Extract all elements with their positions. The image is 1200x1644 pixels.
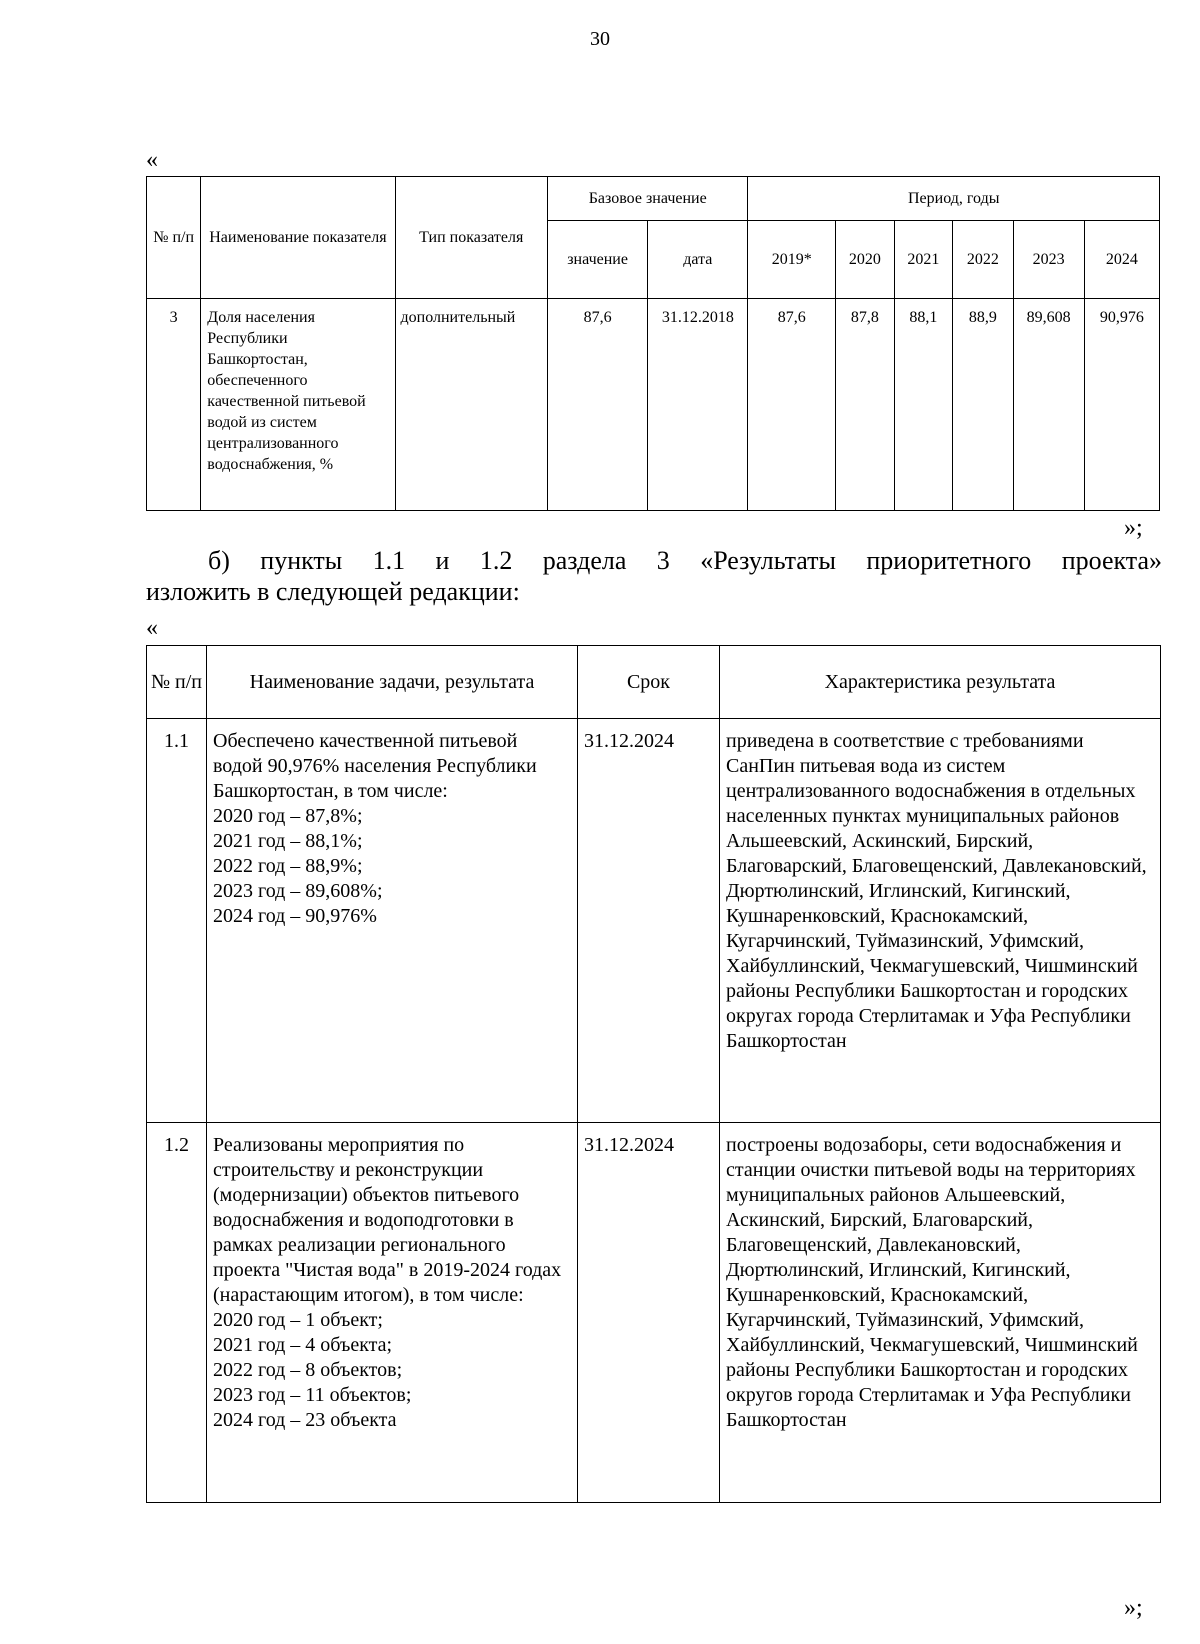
table-row bbox=[147, 719, 1161, 1123]
row-year-2019: 87,6 bbox=[748, 299, 836, 511]
row-num: 1.2 bbox=[147, 1123, 207, 1503]
row-task-name bbox=[207, 1123, 578, 1503]
row-term: 31.12.2024 bbox=[578, 1123, 720, 1503]
header-result: Характеристика результата bbox=[720, 646, 1161, 719]
table-row bbox=[147, 1123, 1161, 1503]
header-year-2020: 2020 bbox=[836, 221, 894, 299]
row-date: 31.12.2018 bbox=[648, 299, 748, 511]
row-year-2020: 87,8 bbox=[836, 299, 894, 511]
quote-close-1: »; bbox=[1124, 515, 1143, 541]
task-item: 2020 год – 1 объект; bbox=[213, 1309, 383, 1331]
row-num: 1.1 bbox=[147, 719, 207, 1123]
header-year-2022: 2022 bbox=[953, 221, 1014, 299]
header-name: Наименование показателя bbox=[201, 177, 395, 299]
header-type: Тип показателя bbox=[395, 177, 547, 299]
page-number: 30 bbox=[590, 28, 610, 50]
quote-close-2: »; bbox=[1124, 1595, 1143, 1621]
row-year-2021: 88,1 bbox=[894, 299, 952, 511]
row-year-2022: 88,9 bbox=[953, 299, 1014, 511]
header-year-2023: 2023 bbox=[1013, 221, 1084, 299]
quote-open-1: « bbox=[146, 147, 158, 173]
task-item: 2020 год – 87,8%; bbox=[213, 805, 363, 827]
task-item: 2024 год – 90,976% bbox=[213, 905, 377, 927]
row-result: построены водозаборы, сети водоснабжения и станции очистки питьевой воды на территориях муниципальных районов Альшеевский, Аскинский, Бирский, Благоварский, Благовещенский, Давлекановский, Дюртюлинский, Иглинский, Кигинский, Кушнаренковский, Краснокамский, Кугарчинский, Туймазинский, Уфимский, Хайбуллинский, Чекмагушевский, Чишминский районы Республики Башкортостан и городских округов города Стерлитамак и Уфа Республики Башкортостан bbox=[720, 1123, 1161, 1503]
header-period: Период, годы bbox=[748, 177, 1160, 221]
task-item: 2021 год – 88,1%; bbox=[213, 830, 363, 852]
row-type: дополнительный bbox=[395, 299, 547, 511]
header-year-2021: 2021 bbox=[894, 221, 952, 299]
row-year-2023: 89,608 bbox=[1013, 299, 1084, 511]
task-item: 2021 год – 4 объекта; bbox=[213, 1334, 393, 1356]
header-year-2019: 2019* bbox=[748, 221, 836, 299]
header-task-name: Наименование задачи, результата bbox=[207, 646, 578, 719]
row-num: 3 bbox=[147, 299, 201, 511]
row-year-2024: 90,976 bbox=[1084, 299, 1159, 511]
results-table bbox=[146, 645, 1161, 1503]
header-base-value: Базовое значение bbox=[547, 177, 747, 221]
row-task-name bbox=[207, 719, 578, 1123]
task-item: 2022 год – 8 объектов; bbox=[213, 1359, 403, 1381]
paragraph-line-1: б) пункты 1.1 и 1.2 раздела 3 «Результаты приоритетного проекта» bbox=[208, 546, 1162, 575]
row-value: 87,6 bbox=[547, 299, 647, 511]
task-intro: Реализованы мероприятия по строительству и реконструкции (модернизации) объектов питьевого водоснабжения и водоподготовки в рамках реализации регионального проекта "Чистая вода" в 2019-2024 годах (нарастающим итогом), в том числе: bbox=[213, 1134, 562, 1306]
header-date: дата bbox=[648, 221, 748, 299]
task-item: 2023 год – 89,608%; bbox=[213, 880, 383, 902]
quote-open-2: « bbox=[146, 615, 158, 641]
row-term: 31.12.2024 bbox=[578, 719, 720, 1123]
header-num: № п/п bbox=[147, 646, 207, 719]
task-item: 2024 год – 23 объекта bbox=[213, 1409, 397, 1431]
header-term: Срок bbox=[578, 646, 720, 719]
paragraph-line-2: изложить в следующей редакции: bbox=[146, 577, 520, 606]
amendment-paragraph bbox=[146, 545, 1162, 607]
row-name: Доля населения Республики Башкортостан, обеспеченного качественной питьевой водой из систем централизованного водоснабжения, % bbox=[201, 299, 395, 511]
header-value: значение bbox=[547, 221, 647, 299]
indicator-table bbox=[146, 176, 1160, 511]
task-intro: Обеспечено качественной питьевой водой 90,976% населения Республики Башкортостан, в том числе: bbox=[213, 730, 537, 802]
task-item: 2023 год – 11 объектов; bbox=[213, 1384, 412, 1406]
row-result: приведена в соответствие с требованиями СанПин питьевая вода из систем централизованного водоснабжения в отдельных населенных пунктах муниципальных районов Альшеевский, Аскинский, Бирский, Благоварский, Благовещенский, Давлекановский, Дюртюлинский, Иглинский, Кигинский, Кушнаренковский, Краснокамский, Кугарчинский, Туймазинский, Уфимский, Хайбуллинский, Чекмагушевский, Чишминский районы Республики Башкортостан и городских округах города Стерлитамак и Уфа Республики Башкортостан bbox=[720, 719, 1161, 1123]
table-row bbox=[147, 299, 1160, 511]
task-item: 2022 год – 88,9%; bbox=[213, 855, 363, 877]
header-year-2024: 2024 bbox=[1084, 221, 1159, 299]
header-num: № п/п bbox=[147, 177, 201, 299]
